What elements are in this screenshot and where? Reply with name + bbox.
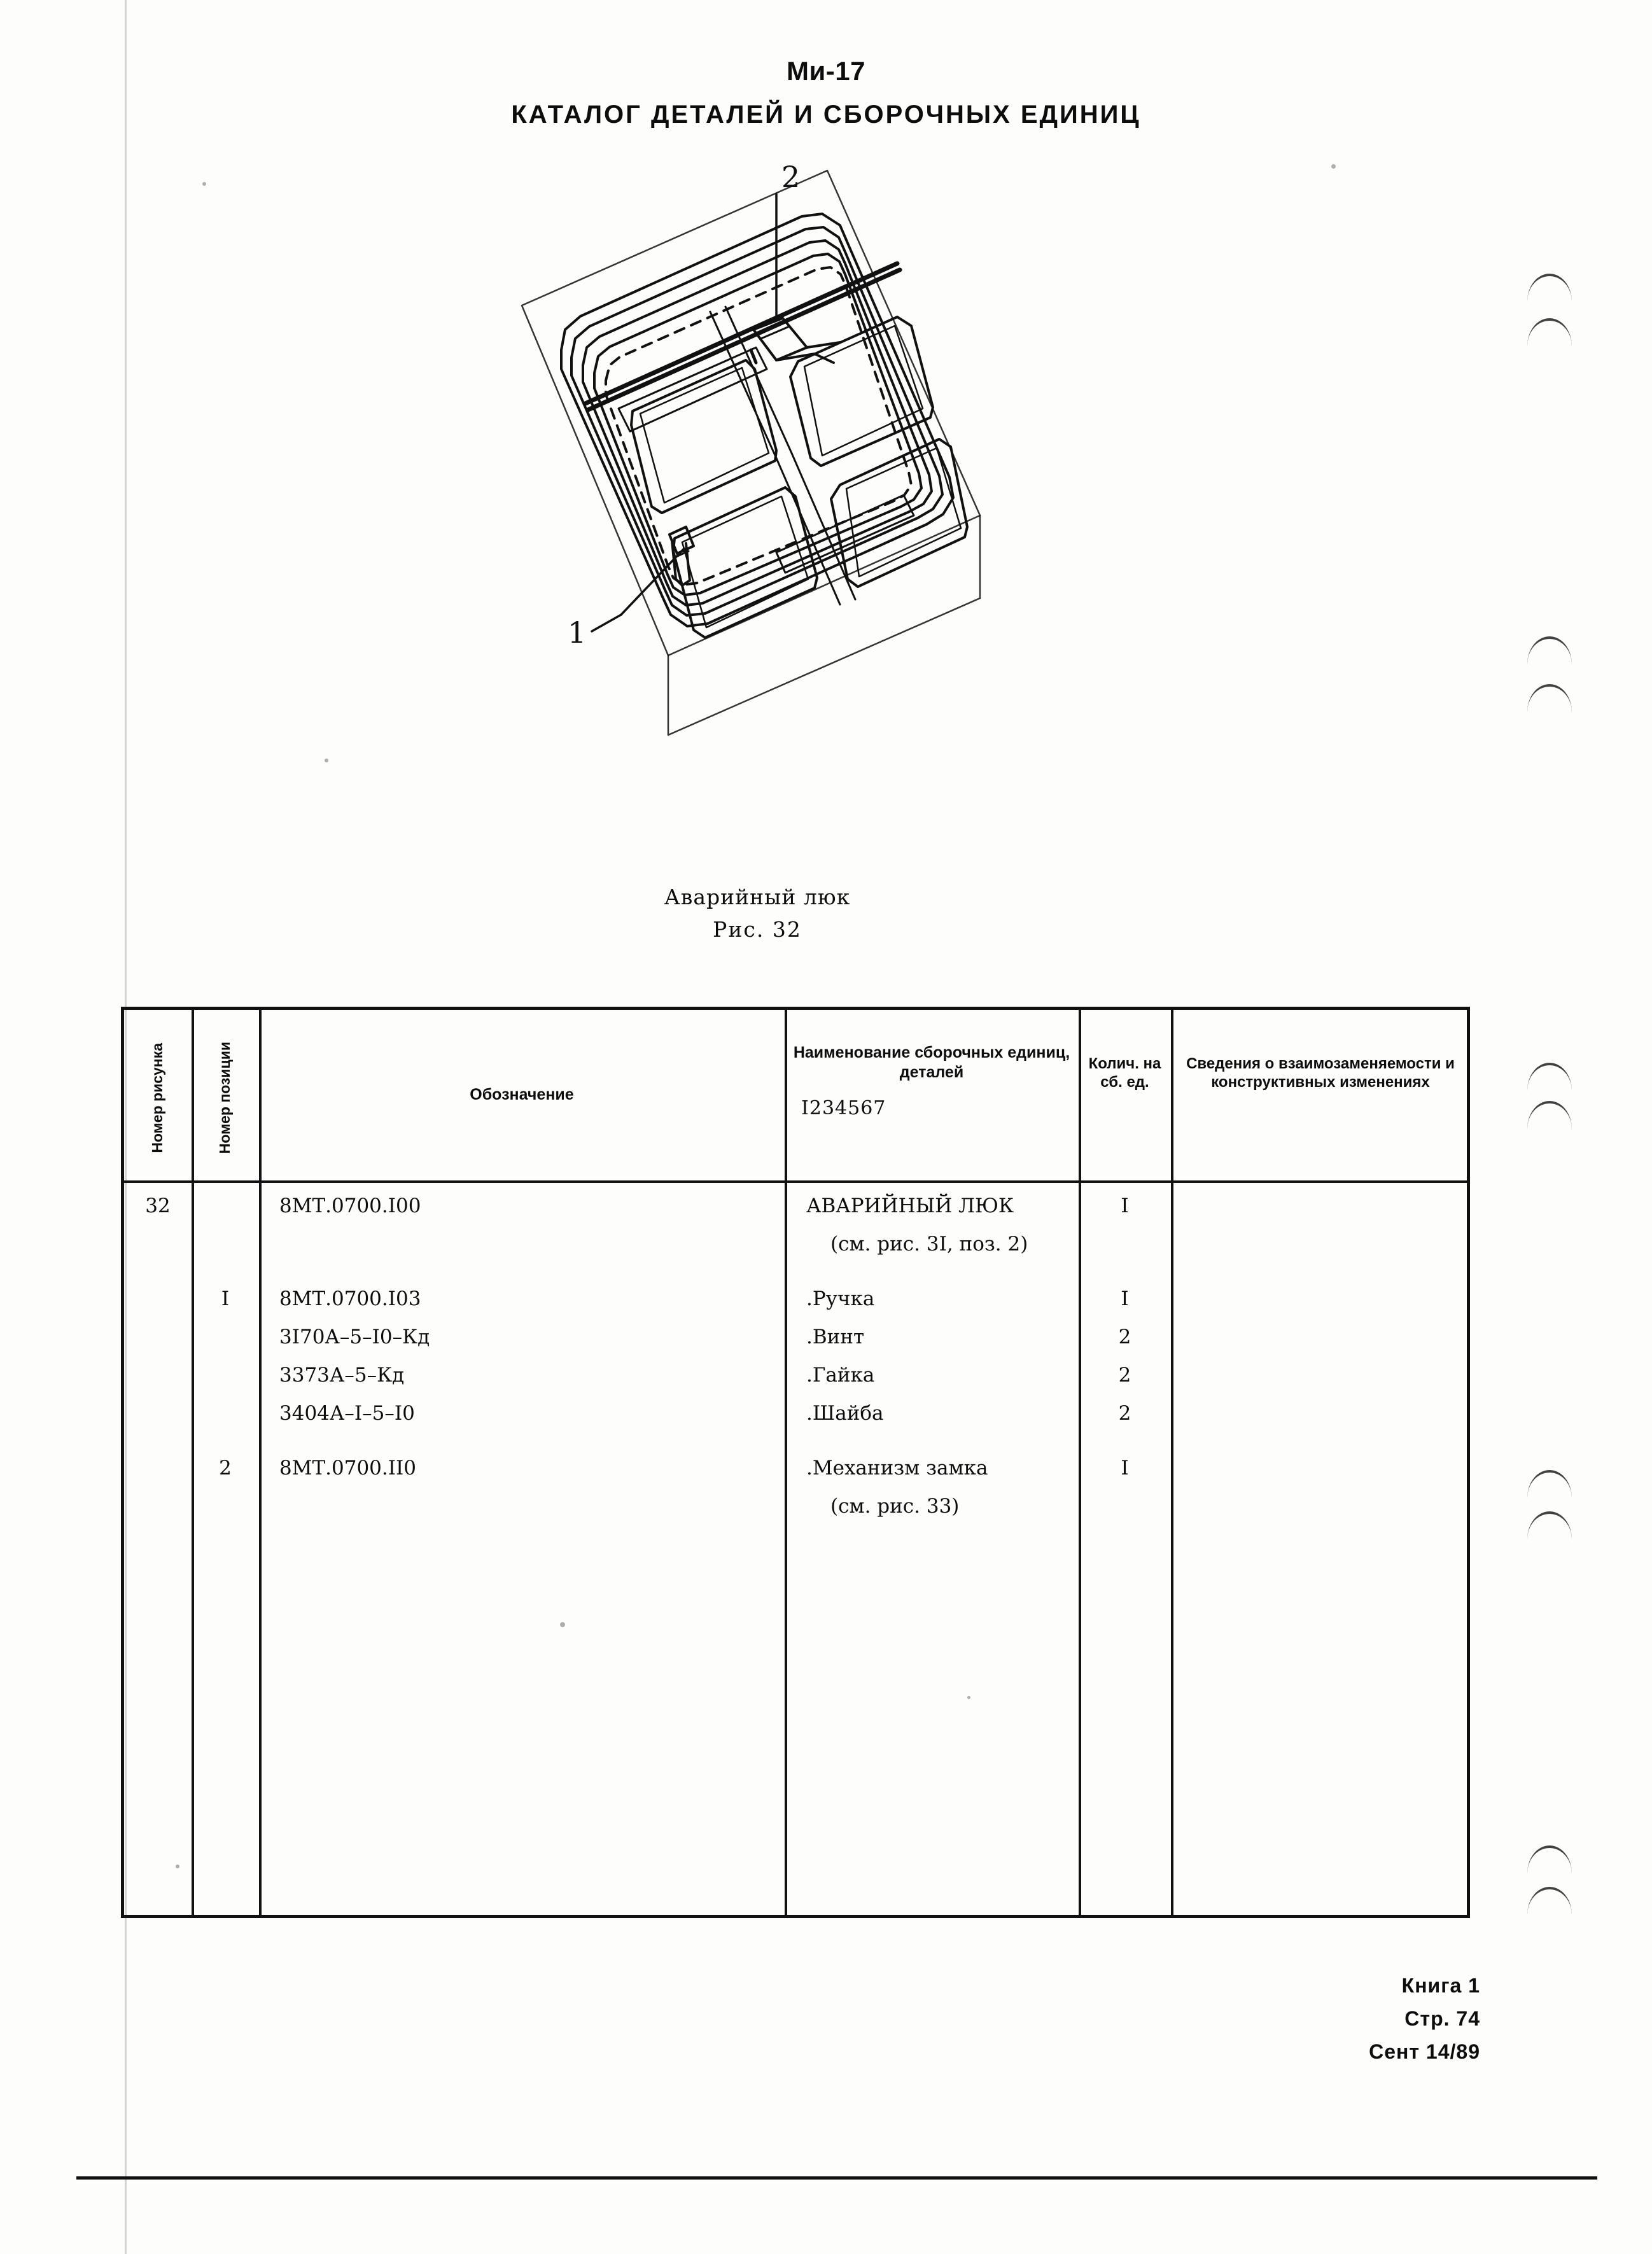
figure-caption-name: Аварийный люк bbox=[664, 885, 851, 909]
scan-speck bbox=[560, 1622, 565, 1627]
footer-page: Стр. 74 bbox=[1404, 2006, 1480, 2030]
cell-figure-no: 32 bbox=[145, 1194, 171, 1217]
cell-designation: 8МТ.0700.II0 bbox=[279, 1457, 416, 1480]
table-row bbox=[124, 1326, 1467, 1361]
cell-designation: 3404А–I–5–I0 bbox=[279, 1402, 415, 1425]
table-body bbox=[124, 1183, 1467, 1915]
cell-quantity: 2 bbox=[1118, 1402, 1131, 1425]
footer-book: Книга 1 bbox=[1401, 1974, 1480, 1997]
figure-emergency-hatch bbox=[395, 159, 1158, 872]
cell-designation: 3I70А–5–I0–Кд bbox=[279, 1326, 430, 1348]
scan-speck bbox=[967, 1696, 970, 1699]
scan-speck bbox=[1331, 164, 1336, 169]
table-header-name-text: Наименование сборочных единиц, деталей bbox=[793, 1044, 1070, 1081]
cell-quantity: I bbox=[1121, 1194, 1129, 1217]
parts-table bbox=[121, 1007, 1470, 1918]
cell-name: .Шайба bbox=[806, 1402, 884, 1425]
page-bottom-rule bbox=[76, 2176, 1597, 2180]
table-header-figure-no: Номер рисунка bbox=[149, 1042, 166, 1153]
cell-designation: 8МТ.0700.I03 bbox=[279, 1287, 421, 1310]
table-row bbox=[124, 1233, 1467, 1268]
scan-edge-mark bbox=[1527, 1511, 1572, 1539]
scan-edge-mark bbox=[1527, 636, 1572, 664]
table-header-quantity: Колич. на сб. ед. bbox=[1088, 1055, 1161, 1091]
scan-edge-mark bbox=[1527, 1887, 1572, 1915]
figure-caption bbox=[0, 885, 1515, 942]
cell-designation: 8МТ.0700.I00 bbox=[279, 1194, 421, 1217]
scan-edge-mark bbox=[1527, 1063, 1572, 1091]
scan-edge-mark bbox=[1527, 318, 1572, 346]
cell-position-no: I bbox=[221, 1287, 230, 1310]
cell-quantity: 2 bbox=[1118, 1326, 1131, 1348]
cell-designation: 3373А–5–Кд bbox=[279, 1364, 405, 1387]
scan-edge-mark bbox=[1527, 1101, 1572, 1129]
table-row bbox=[124, 1495, 1467, 1530]
page-footer bbox=[1369, 1970, 1480, 2068]
scan-edge-mark bbox=[1527, 274, 1572, 302]
cell-position-no: 2 bbox=[219, 1457, 232, 1480]
cell-name: (см. рис. 33) bbox=[830, 1495, 960, 1518]
table-row bbox=[124, 1287, 1467, 1323]
table-row bbox=[124, 1194, 1467, 1230]
table-header-column-digits: I234567 bbox=[801, 1097, 886, 1119]
figure-callout-2: 2 bbox=[781, 160, 801, 194]
footer-date: Сент 14/89 bbox=[1369, 2040, 1480, 2063]
figure-caption-number: Рис. 32 bbox=[713, 917, 802, 942]
cell-name: .Ручка bbox=[806, 1287, 875, 1310]
table-row bbox=[124, 1457, 1467, 1492]
scan-edge-mark bbox=[1527, 1845, 1572, 1873]
cell-name: .Гайка bbox=[806, 1364, 875, 1387]
scan-edge-mark bbox=[1527, 684, 1572, 712]
page-header bbox=[0, 56, 1652, 129]
table-header-name bbox=[785, 1043, 1079, 1121]
cell-name: .Механизм замка bbox=[806, 1457, 988, 1480]
figure-callout-1: 1 bbox=[568, 615, 587, 650]
scan-speck bbox=[202, 182, 206, 186]
table-header-designation: Обозначение bbox=[470, 1086, 574, 1103]
table-row bbox=[124, 1402, 1467, 1438]
table-header-position-no: Номер позиции bbox=[216, 1041, 234, 1154]
aircraft-model: Ми-17 bbox=[786, 56, 865, 86]
cell-name: .Винт bbox=[806, 1326, 865, 1348]
cell-quantity: 2 bbox=[1118, 1364, 1131, 1387]
table-header-notes: Сведения о взаимозаменяемости и конструктивных изменениях bbox=[1186, 1055, 1455, 1091]
scan-edge-mark bbox=[1527, 1470, 1572, 1498]
catalog-title: КАТАЛОГ ДЕТАЛЕЙ И СБОРОЧНЫХ ЕДИНИЦ bbox=[511, 101, 1141, 129]
cell-quantity: I bbox=[1121, 1457, 1129, 1480]
cell-name: АВАРИЙНЫЙ ЛЮК bbox=[806, 1194, 1014, 1217]
cell-quantity: I bbox=[1121, 1287, 1129, 1310]
table-row bbox=[124, 1364, 1467, 1399]
scan-speck bbox=[176, 1865, 179, 1868]
scan-speck bbox=[325, 759, 328, 762]
cell-name: (см. рис. 3I, поз. 2) bbox=[830, 1233, 1028, 1256]
